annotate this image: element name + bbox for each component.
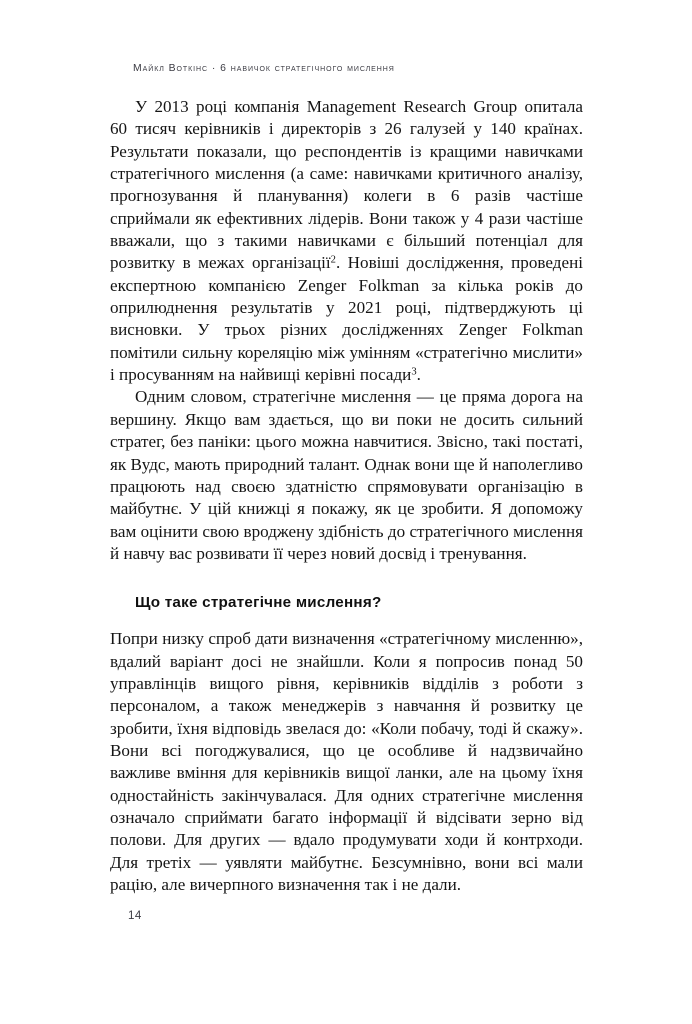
heading-spacer-above	[110, 565, 583, 593]
page-number: 14	[128, 909, 142, 922]
paragraph-1-text-part-2: . Новіші дослідження, проведені експертною компанією Zenger Folkman за кілька років до оприлюднення результатів у 2021 році, підтверджують ці висновки. У трьох різних дослідженнях Zenger Folkman помітили сильну кореляцію між умінням «стратегічно мислити» і просуванням на найвищі керівні посади	[110, 253, 583, 385]
paragraph-3: Попри низку спроб дати визначення «стратегічному мисленню», вдалий варіант досі не знайшли. Коли я попросив понад 50 управлінців вищого рівня, керівників відділів з роботи з персоналом, а також менеджерів з навчання й розвитку це зробити, їхня відповідь звелася до: «Коли побачу, тоді й скажу». Вони всі погоджувалися, що це особливе й надзвичайно важливе вміння для керівників вищої ланки, але на цьому їхня одностайність закінчувалася. Для одних стратегічне мислення означало сприймати багато інформації й відсівати зерно від полови. Для других — вдало продумувати ходи й контрходи. Для третіх — уявляти майбутнє. Безсумнівно, вони всі мали рацію, але вичерпного визначення так і не дали.	[110, 629, 583, 894]
footnote-marker-3: 3	[411, 366, 417, 378]
footnote-marker-2: 2	[330, 254, 336, 266]
section-heading: Що таке стратегічне мислення?	[135, 594, 382, 612]
paragraph-2: Одним словом, стратегічне мислення — це пряма дорога на вершину. Якщо вам здається, що ви поки не досить сильний стратег, без паніки: цього можна навчитися. Звісно, такі постаті, як Вудс, мають природний талант. Однак вони ще й наполегливо працюють над своєю здатністю спрямовувати організацію в майбутнє. У цій книжці я покажу, як це зробити. Я допоможу вам оцінити свою вроджену здібність до стратегічного мислення й навчу вас розвивати її через новий досвід і тренування.	[110, 387, 583, 563]
running-head: Майкл Воткінс · 6 навичок стратегічного мислення	[133, 63, 395, 74]
heading-spacer-below	[110, 613, 583, 628]
paragraph-1-text-part-3: .	[416, 365, 421, 385]
text-column	[110, 96, 583, 896]
paragraph-1-text-part-1: У 2013 році компанія Management Research Group опитала 60 тисяч керівників і директорів з 26 галузей у 140 країнах. Результати показали, що респондентів із кращими навичками стратегічного мислення (а саме: навичками критичного аналізу, прогнозування й планування) колеги в 6 разів частіше сприймали як ефективних лідерів. Вони також у 4 рази частіше вважали, що з такими навичками є більший потенціал для розвитку в межах організації	[110, 97, 583, 273]
paragraph-1	[110, 96, 583, 386]
